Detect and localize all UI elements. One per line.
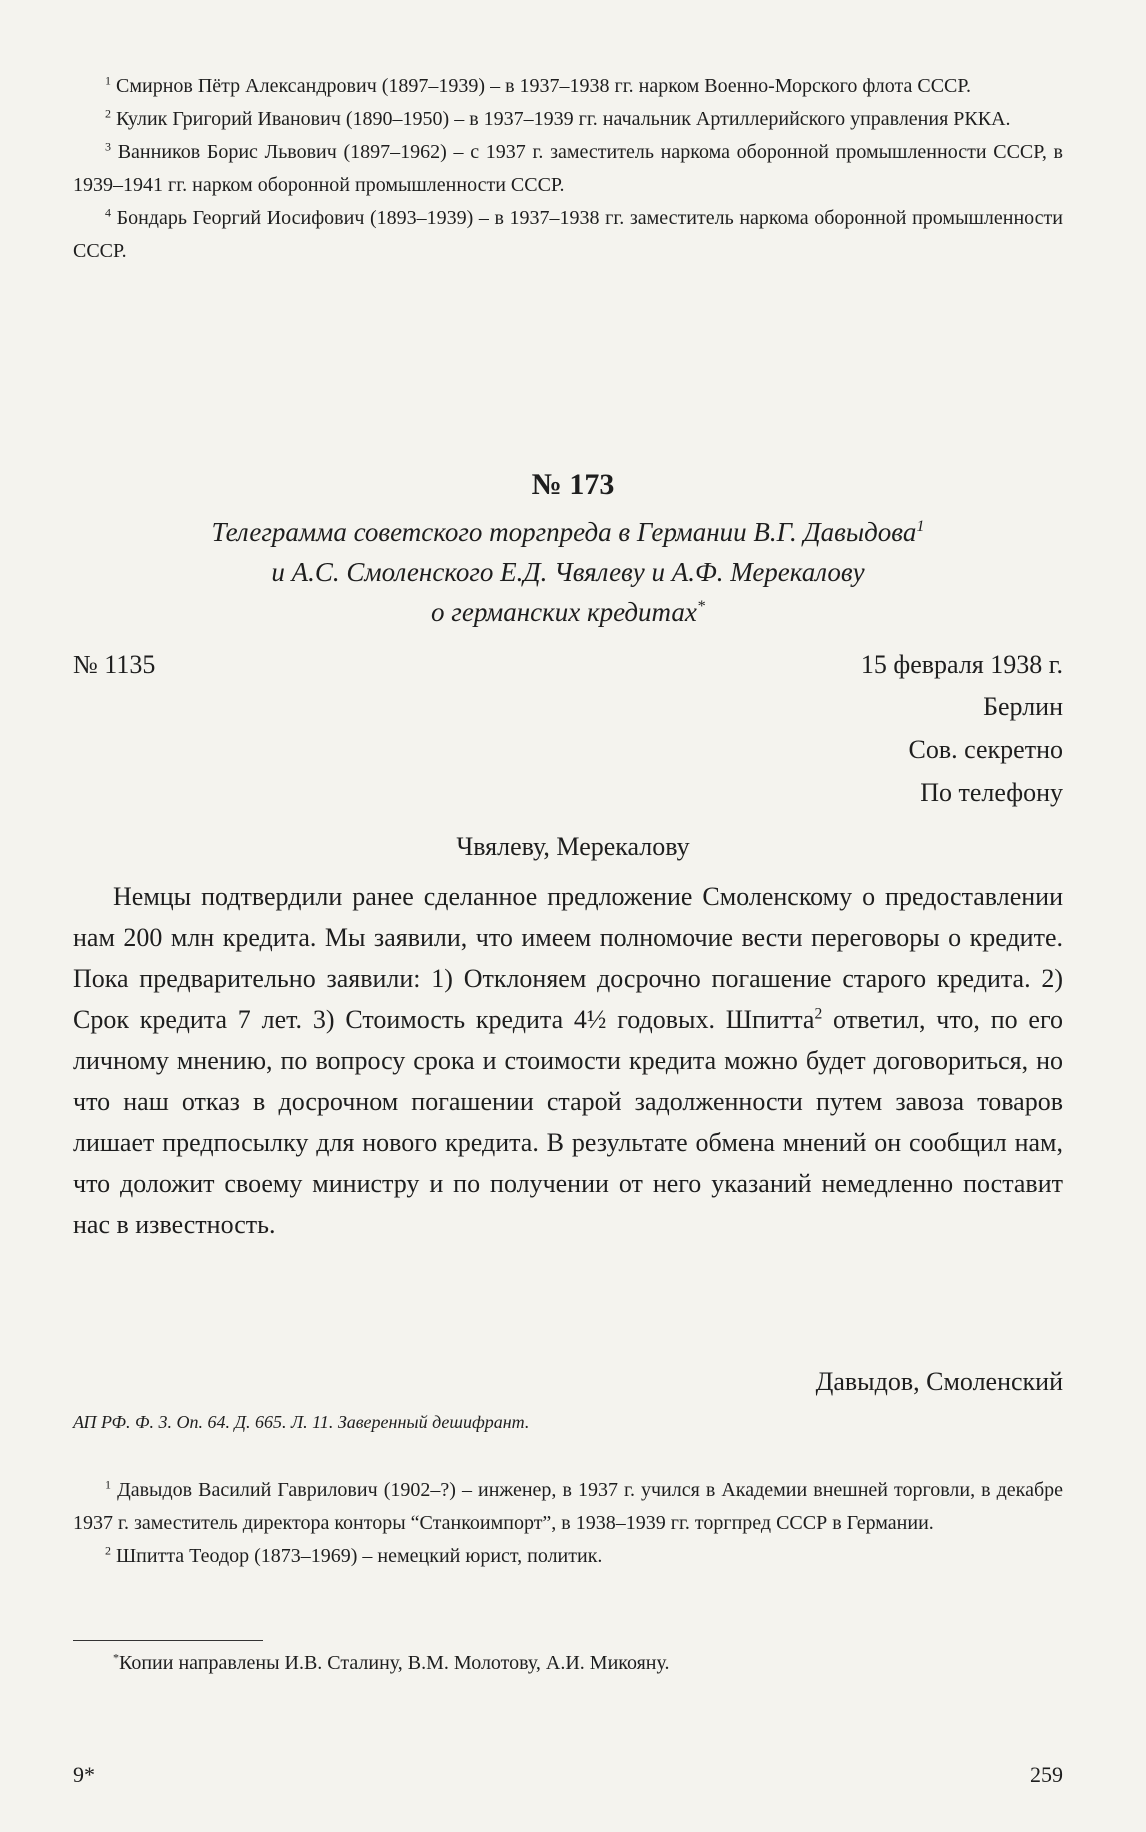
copy-note — [113, 1648, 670, 1678]
footnote-item — [73, 103, 1063, 136]
footnote-mark: 4 — [105, 205, 111, 220]
telegram-body — [73, 876, 1063, 1245]
footnote-text: Ванников Борис Львович (1897–1962) – с 1937 г. заместитель наркома оборонной промышленности СССР, в 1939–1941 гг. нарком оборонной промышленности СССР. — [73, 141, 1064, 196]
footnote-mark: 2 — [105, 1543, 111, 1558]
footnote-text: Шпитта Теодор (1873–1969) – немецкий юрист, политик. — [116, 1545, 603, 1567]
registration-number: № 1135 — [73, 650, 156, 679]
title-line: о германских кредитах — [431, 597, 697, 627]
document-number: № 173 — [531, 468, 615, 501]
delivery-method: По телефону — [920, 778, 1063, 807]
footnote-text: Бондарь Георгий Иосифович (1893–1939) – в 1937–1938 гг. заместитель наркома оборонной промышленности СССР. — [73, 207, 1063, 262]
footnote-item — [73, 1540, 1063, 1573]
document-place: Берлин — [983, 692, 1063, 721]
footnote-mark: 3 — [105, 139, 111, 154]
footnote-mark: 1 — [916, 517, 925, 535]
body-text-part: ответил, что, по его личному мнению, по вопросу срока и стоимости кредита можно будет договориться, но что наш отказ в досрочном погашении старой задолженности путем завоза товаров лишает предпосылку для нового кредита. В результате обмена мнений он сообщил нам, что доложит своему министру и по получении от него указаний немедленно поставит нас в известность. — [73, 1005, 1063, 1239]
addressee: Чвялеву, Мерекалову — [456, 832, 690, 861]
signature-mark: 9* — [73, 1762, 95, 1787]
footnote-text: Кулик Григорий Иванович (1890–1950) – в 1937–1939 гг. начальник Артиллерийского управления РККА. — [116, 108, 1011, 130]
document-title — [73, 512, 1063, 632]
footnote-item — [73, 202, 1063, 268]
footnote-text: Смирнов Пётр Александрович (1897–1939) – в 1937–1938 гг. нарком Военно-Морского флота СССР. — [116, 75, 971, 97]
body-paragraph — [73, 876, 1063, 1245]
body-text-part: Немцы подтвердили ранее сделанное предложение Смоленскому о предоставлении нам 200 млн кредита. Мы заявили, что имеем полномочие вести переговоры о кредите. Пока предварительно заявили: 1) Отклоняем досрочно погашение старого кредита. 2) Срок кредита 7 лет. 3) Стоимость кредита 4½ годовых. Шпитта — [73, 882, 1063, 1034]
archive-source: АП РФ. Ф. 3. Оп. 64. Д. 665. Л. 11. Заверенный дешифрант. — [73, 1412, 530, 1432]
footnote-mark: 2 — [105, 106, 111, 121]
footnote-text: Давыдов Василий Гаврилович (1902–?) – инженер, в 1937 г. учился в Академии внешней торговли, в декабре 1937 г. заместитель директора конторы “Станкоимпорт”, в 1938–1939 гг. торгпред СССР в Германии. — [73, 1479, 1064, 1534]
footnote-mark: 1 — [105, 73, 111, 88]
bottom-footnotes — [73, 1474, 1063, 1573]
footnote-mark: 1 — [105, 1477, 111, 1492]
footnote-item — [73, 1474, 1063, 1540]
title-line: Телеграмма советского торгпреда в Германии В.Г. Давыдова — [211, 517, 917, 547]
footnote-mark: * — [696, 597, 705, 615]
footnote-divider — [73, 1640, 263, 1641]
footnote-text: Копии направлены И.В. Сталину, В.М. Молотову, А.И. Микояну. — [119, 1652, 670, 1674]
footnote-mark: * — [113, 1650, 119, 1665]
classification-stamp: Сов. секретно — [908, 735, 1063, 764]
page-number: 259 — [1030, 1762, 1063, 1787]
footnote-mark: 2 — [814, 1005, 823, 1023]
title-line: и А.С. Смоленского Е.Д. Чвялеву и А.Ф. Мерекалову — [271, 557, 865, 587]
document-date: 15 февраля 1938 г. — [860, 650, 1063, 679]
signature: Давыдов, Смоленский — [815, 1367, 1063, 1396]
top-footnotes — [73, 70, 1063, 268]
footnote-item — [73, 70, 1063, 103]
footnote-item — [73, 136, 1063, 202]
